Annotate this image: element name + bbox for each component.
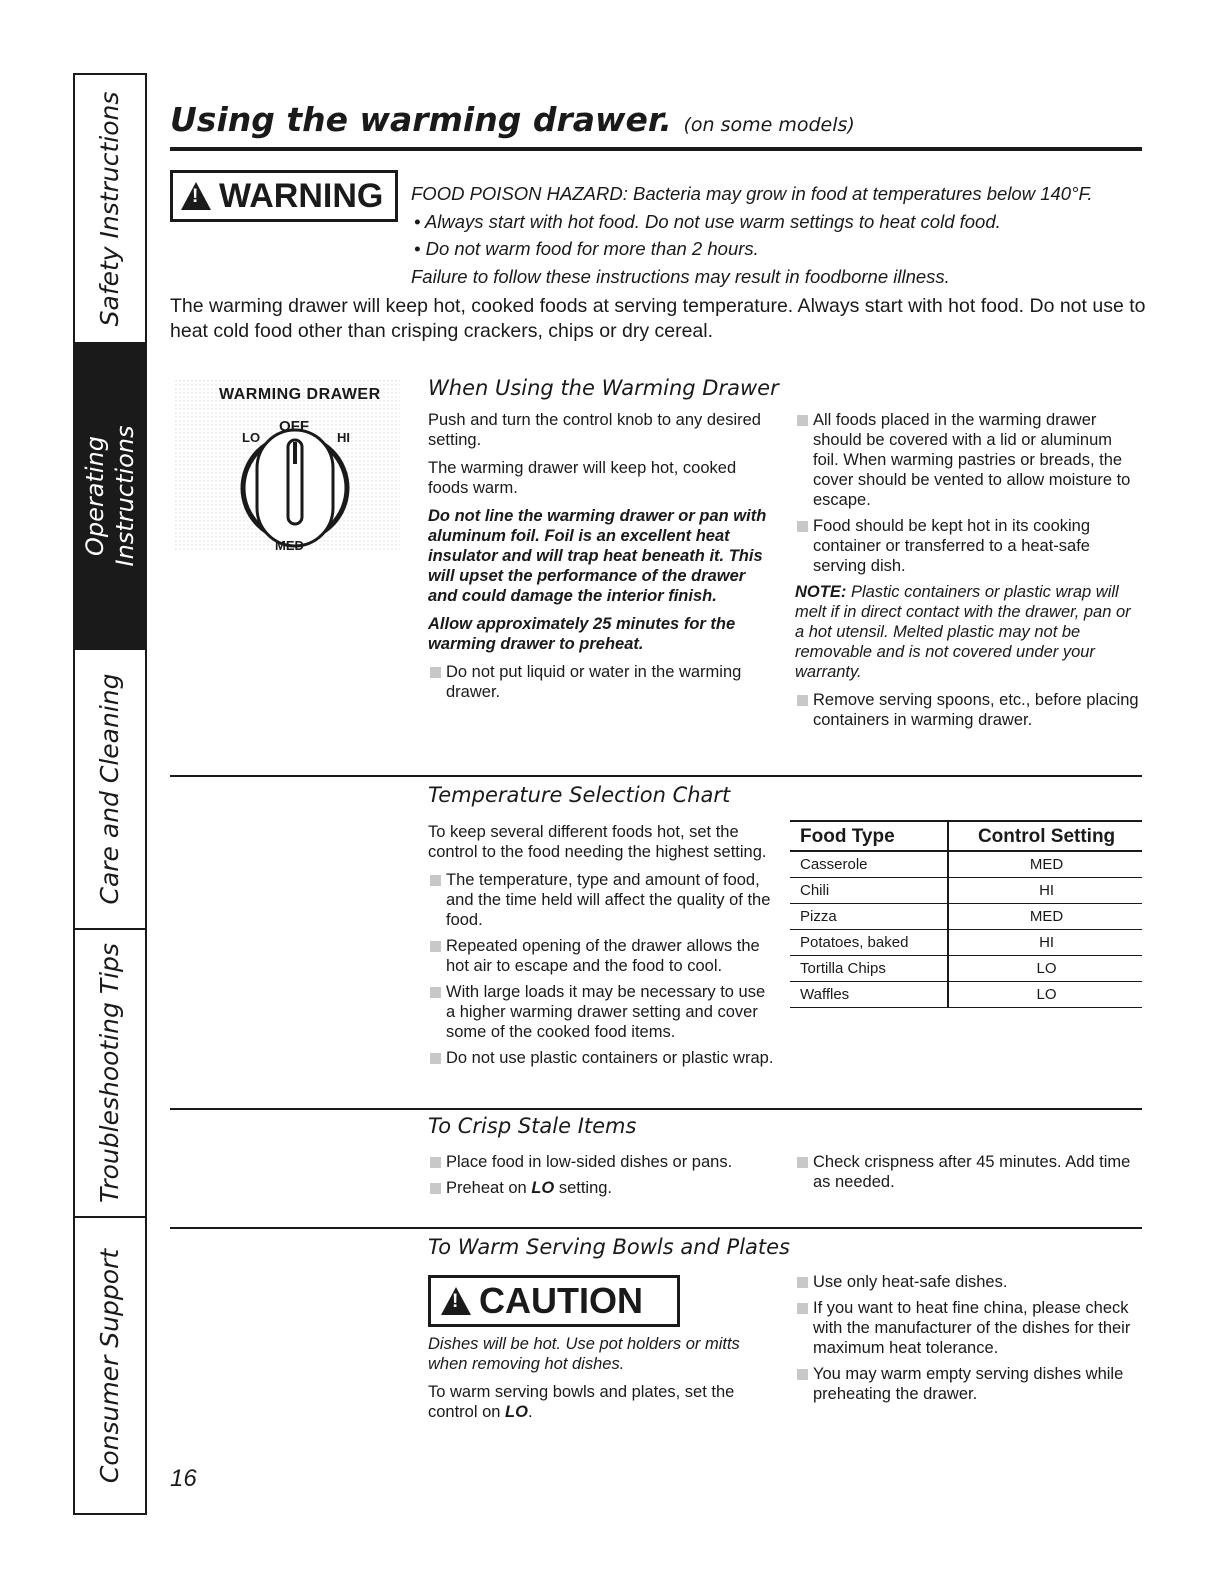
note-label: NOTE: [795,583,847,601]
table-row [790,851,1142,878]
setting-lo: LO [531,1179,555,1197]
knob-lo-label: LO [242,430,261,445]
bullet-item: You may warm empty serving dishes while preheating the drawer. [795,1364,1145,1404]
tab-label: Care and Cleaning [95,673,124,905]
table-row [790,982,1142,1008]
bullet-item: Remove serving spoons, etc., before placing containers in warming drawer. [795,690,1140,730]
control-setting-cell: LO [948,982,1142,1008]
food-type-cell: Potatoes, baked [790,930,948,956]
title-subtitle: (on some models) [683,114,855,136]
tab-label: Operating Instructions [81,425,139,567]
food-type-cell: Chili [790,878,948,904]
food-type-cell: Casserole [790,851,948,878]
food-type-cell: Pizza [790,904,948,930]
column-header-control-setting: Control Setting [948,821,1142,851]
paragraph [428,1382,768,1422]
warning-label: WARNING [219,176,384,215]
warming-drawer-knob-diagram [175,380,400,555]
caution-label: CAUTION [479,1280,643,1321]
paragraph-bold-italic: Do not line the warming drawer or pan with aluminum foil. Foil is an excellent heat insulator and will trap heat beneath it. This will upset the performance of the drawer and could damage the interior finish. [428,507,767,605]
caution-text: Dishes will be hot. Use pot holders or mitts when removing hot dishes. [428,1335,740,1373]
control-setting-cell: HI [948,930,1142,956]
table-row [790,956,1142,982]
paragraph-text: . [527,1403,533,1421]
warning-label-box [170,170,398,222]
control-setting-cell: LO [948,956,1142,982]
bullet-item: The temperature, type and amount of food, and the time held will affect the quality of the food. [428,870,778,930]
title-divider [170,147,1142,151]
paragraph-text: To warm serving bowls and plates, set the control on [428,1383,735,1421]
control-setting-cell: HI [948,878,1142,904]
bullet-item: If you want to heat fine china, please check with the manufacturer of the dishes for their maximum heat tolerance. [795,1298,1145,1358]
paragraph: Push and turn the control knob to any desired setting. [428,411,761,449]
section-divider [170,1227,1142,1229]
control-setting-cell: MED [948,904,1142,930]
note [795,582,1140,682]
setting-lo: LO [505,1403,528,1421]
table-row [790,904,1142,930]
tab-label: Consumer Support [95,1248,124,1483]
warning-triangle-icon [441,1287,471,1315]
page-number: 16 [170,1465,197,1492]
crisp-right-column [795,1152,1140,1198]
bullet-item: Place food in low-sided dishes or pans. [428,1152,773,1172]
tab-operating-instructions[interactable] [75,344,145,650]
tab-label: Safety Instructions [95,91,124,326]
bullet-item: With large loads it may be necessary to use a higher warming drawer setting and cover some of the cooked food items. [428,982,778,1042]
tab-label: Troubleshooting Tips [95,943,124,1203]
knob-title: WARMING DRAWER [219,386,381,403]
paragraph: The warming drawer will keep hot, cooked foods warm. [428,459,737,497]
temperature-selection-table [790,820,1142,1008]
side-navigation [73,73,147,1515]
title-text: Using the warming drawer. [170,100,672,139]
intro-paragraph: The warming drawer will keep hot, cooked foods at serving temperature. Always start with hot food. Do not use to heat cold food other than crisping crackers, chips or dry cereal. [170,295,1146,342]
page-title [170,100,855,139]
section-heading-temperature: Temperature Selection Chart [428,783,731,807]
section-divider [170,1108,1142,1110]
warning-triangle-icon [181,182,211,210]
bullet-item: Check crispness after 45 minutes. Add time as needed. [795,1152,1140,1192]
bullet-text: setting. [554,1179,613,1197]
warning-line: FOOD POISON HAZARD: Bacteria may grow in food at temperatures below 140°F. [411,183,1093,204]
section-heading-bowls: To Warm Serving Bowls and Plates [428,1235,790,1259]
bullet-item [428,1178,773,1198]
warning-line: • Do not warm food for more than 2 hours. [414,238,759,259]
table-row [790,878,1142,904]
note-text: Plastic containers or plastic wrap will melt if in direct contact with the drawer, pan or a hot utensil. Melted plastic may not be removable and is not covered under your warranty. [795,583,1131,681]
column-header-food-type: Food Type [790,821,948,851]
control-setting-cell: MED [948,851,1142,878]
caution-label-box [428,1275,680,1327]
section-heading-using: When Using the Warming Drawer [428,376,779,400]
temperature-column [428,822,778,1074]
bullet-item: Food should be kept hot in its cooking container or transferred to a heat-safe serving dish. [795,516,1140,576]
tab-care-and-cleaning[interactable] [75,650,145,930]
table-row [790,930,1142,956]
using-right-column [795,410,1140,736]
bullet-item: All foods placed in the warming drawer should be covered with a lid or aluminum foil. When warming pastries or breads, the cover should be vented to allow moisture to escape. [795,410,1140,510]
tab-troubleshooting-tips[interactable] [75,930,145,1218]
knob-hi-label: HI [337,430,350,445]
tab-safety-instructions[interactable] [75,75,145,344]
warning-line: Failure to follow these instructions may result in foodborne illness. [411,265,950,287]
table-header-row [790,821,1142,851]
food-type-cell: Waffles [790,982,948,1008]
bullet-text: Preheat on [446,1179,532,1197]
bowls-left-column [428,1334,768,1430]
bullet-item: Do not put liquid or water in the warming drawer. [428,662,773,702]
food-type-cell: Tortilla Chips [790,956,948,982]
paragraph: To keep several different foods hot, set the control to the food needing the highest setting. [428,823,767,861]
bowls-right-column [795,1272,1145,1410]
section-divider [170,775,1142,777]
crisp-left-column [428,1152,773,1204]
knob-off-label: OFF [279,418,309,435]
bullet-item: Repeated opening of the drawer allows the hot air to escape and the food to cool. [428,936,778,976]
section-heading-crisp: To Crisp Stale Items [428,1114,637,1138]
warning-line: • Always start with hot food. Do not use warm settings to heat cold food. [414,210,1001,232]
paragraph-bold-italic: Allow approximately 25 minutes for the warming drawer to preheat. [428,615,736,653]
warning-text [411,180,1151,290]
tab-consumer-support[interactable] [75,1218,145,1513]
bullet-item: Do not use plastic containers or plastic wrap. [428,1048,778,1068]
knob-med-label: MED [275,538,304,553]
using-left-column [428,410,773,708]
bullet-item: Use only heat-safe dishes. [795,1272,1145,1292]
